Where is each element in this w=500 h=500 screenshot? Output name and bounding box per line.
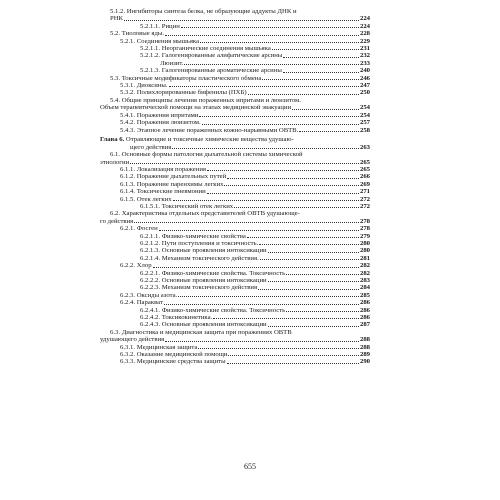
toc-page-number: 288 bbox=[359, 343, 370, 351]
toc-entry bbox=[100, 30, 370, 37]
dot-leader bbox=[159, 230, 359, 231]
page-number: 655 bbox=[244, 462, 256, 471]
dot-leader bbox=[259, 244, 359, 245]
toc-entry-title: 6.2.4.1. Физико-химические свойства. Токсичность bbox=[140, 306, 286, 314]
toc-entry-title: 5.4.3. Этапное лечение пораженных кожно-нарывными ОВТВ. bbox=[120, 126, 299, 134]
toc-entry-title bbox=[110, 97, 370, 104]
toc-entry-title: 6.2.4. Паракват bbox=[120, 299, 163, 307]
toc-entry-title: 6.1.1. Локализация поражения bbox=[120, 165, 207, 173]
toc-page-number: 265 bbox=[359, 158, 370, 166]
toc-page-number: 231 bbox=[359, 45, 370, 53]
toc-page-number: 278 bbox=[359, 217, 370, 225]
toc-entry-title: Люизит. bbox=[160, 59, 184, 67]
dot-leader bbox=[228, 355, 358, 356]
toc-page-number: 282 bbox=[359, 269, 370, 277]
dot-leader bbox=[268, 281, 359, 282]
toc-entry-title: 6.2.1.1. Физико-химические свойства bbox=[140, 232, 246, 240]
toc-entry-title: 5.2.1.3. Галогенированные ароматические арсины bbox=[140, 67, 282, 75]
toc-entry bbox=[100, 210, 370, 225]
toc-page-number: 286 bbox=[359, 314, 370, 322]
toc-entry bbox=[100, 344, 370, 351]
dot-leader bbox=[260, 259, 359, 260]
dot-leader bbox=[207, 170, 359, 171]
dot-leader bbox=[227, 363, 359, 364]
toc-page-number: 282 bbox=[359, 262, 370, 270]
toc-entry bbox=[100, 329, 370, 344]
dot-leader bbox=[130, 163, 359, 164]
dot-leader bbox=[173, 200, 359, 201]
toc-entry bbox=[100, 292, 370, 299]
toc-entry bbox=[100, 166, 370, 173]
toc-entry bbox=[100, 82, 370, 89]
toc-entry-title: 6.1.5. Отек легких bbox=[120, 195, 172, 203]
toc-entry bbox=[100, 307, 370, 314]
dot-leader bbox=[165, 341, 359, 342]
toc-entry-title: 5.2.1. Соединения мышьяка bbox=[120, 37, 200, 45]
toc-entry bbox=[100, 38, 370, 45]
dot-leader bbox=[299, 131, 359, 132]
dot-leader bbox=[169, 86, 359, 87]
toc-entry bbox=[100, 181, 370, 188]
toc-entry-title: 5.2. Тиоловые яды. bbox=[110, 30, 165, 38]
dot-leader bbox=[134, 222, 359, 223]
toc-entry-title: 6.3.1. Медицинская защита bbox=[120, 343, 198, 351]
toc-entry-title: 6.3.2. Оказание медицинской помощи bbox=[120, 351, 228, 359]
toc-page-number: 286 bbox=[359, 299, 370, 307]
toc-page-number: 265 bbox=[359, 165, 370, 173]
table-of-contents bbox=[100, 8, 370, 366]
toc-entry-title-line1: 5.1.2. Ингибиторы синтеза белка, не образующие аддукты ДНК и bbox=[110, 8, 297, 15]
dot-leader bbox=[224, 185, 358, 186]
dot-leader bbox=[258, 289, 359, 290]
dot-leader bbox=[283, 72, 359, 73]
toc-entry bbox=[100, 225, 370, 232]
toc-entry bbox=[100, 89, 370, 96]
chapter-label: Глава 6. bbox=[100, 136, 125, 144]
dot-leader bbox=[213, 318, 359, 319]
toc-entry bbox=[100, 233, 370, 240]
dot-leader bbox=[178, 296, 359, 297]
toc-page-number: 271 bbox=[359, 188, 370, 196]
toc-entry-title bbox=[110, 8, 370, 15]
toc-page-number: 285 bbox=[359, 291, 370, 299]
toc-entry bbox=[100, 203, 370, 210]
dot-leader bbox=[207, 193, 359, 194]
toc-page-number: 254 bbox=[359, 111, 370, 119]
toc-entry bbox=[100, 314, 370, 321]
toc-entry bbox=[100, 188, 370, 195]
dot-leader bbox=[268, 326, 359, 327]
toc-page-number: 272 bbox=[359, 202, 370, 210]
toc-page-number: 290 bbox=[359, 358, 370, 366]
toc-entry-title-line2: го действия bbox=[100, 217, 134, 225]
toc-entry bbox=[100, 52, 370, 59]
toc-entry bbox=[100, 240, 370, 247]
dot-leader bbox=[198, 348, 359, 349]
toc-entry-title: 6.2.1.4. Механизм токсического действия. bbox=[140, 254, 259, 262]
toc-entry-title: 6.1.3. Поражение паренхимы легких bbox=[120, 180, 224, 188]
toc-page-number: 263 bbox=[359, 143, 370, 151]
toc-entry-title: 5.4.1. Поражения ипритами bbox=[120, 111, 199, 119]
dot-leader bbox=[286, 311, 359, 312]
toc-entry bbox=[100, 247, 370, 254]
toc-entry bbox=[100, 270, 370, 277]
toc-entry-title: 5.2.1.1. Неорганические соединения мышьяка bbox=[140, 45, 271, 53]
toc-entry-title: 6.2.2. Хлор bbox=[120, 262, 152, 270]
toc-page-number: 228 bbox=[359, 30, 370, 38]
toc-entry-title: 6.2.1. Фосген bbox=[120, 225, 158, 233]
toc-entry-title-line2: этиологии bbox=[100, 158, 130, 166]
toc-entry bbox=[100, 112, 370, 119]
toc-entry bbox=[100, 277, 370, 284]
toc-entry bbox=[100, 351, 370, 358]
toc-entry-title: 6.1.2. Поражение дыхательных путей bbox=[120, 173, 227, 181]
toc-page-number: 280 bbox=[359, 239, 370, 247]
toc-page-number: 224 bbox=[359, 15, 370, 23]
dot-leader bbox=[286, 274, 359, 275]
toc-entry-title-line1: 5.4. Общие принципы лечения пораженных ипритами и люизитом. bbox=[110, 96, 301, 104]
toc-page-number: 224 bbox=[359, 22, 370, 30]
toc-page-number: 240 bbox=[359, 67, 370, 75]
dot-leader bbox=[272, 49, 359, 50]
toc-entry-title-line1: 6.2. Характеристика отдельных представителей ОВТВ удушающе- bbox=[110, 210, 300, 218]
dot-leader bbox=[268, 252, 359, 253]
dot-leader bbox=[181, 27, 359, 28]
toc-entry bbox=[100, 173, 370, 180]
toc-entry bbox=[100, 255, 370, 262]
toc-entry bbox=[100, 299, 370, 306]
dot-leader bbox=[153, 267, 359, 268]
toc-entry bbox=[100, 151, 370, 166]
toc-entry-title: 6.2.3. Оксиды азота. bbox=[120, 291, 178, 299]
dot-leader bbox=[292, 109, 359, 110]
dot-leader bbox=[200, 42, 359, 43]
toc-page-number: 288 bbox=[359, 336, 370, 344]
dot-leader bbox=[165, 35, 359, 36]
toc-entry-title bbox=[110, 329, 370, 336]
toc-entry bbox=[100, 8, 370, 23]
dot-leader bbox=[199, 116, 358, 117]
toc-page-number: 258 bbox=[359, 126, 370, 134]
toc-entry-title: 6.2.2.3. Механизм токсического действия bbox=[140, 284, 258, 292]
dot-leader bbox=[124, 20, 359, 21]
toc-entry bbox=[100, 119, 370, 126]
dot-leader bbox=[283, 57, 359, 58]
toc-page-number: 269 bbox=[359, 180, 370, 188]
toc-page-number: 280 bbox=[359, 247, 370, 255]
toc-page-number: 279 bbox=[359, 232, 370, 240]
toc-entry-title: 5.3. Токсичные модификаторы пластического обмена bbox=[110, 74, 262, 82]
toc-entry bbox=[100, 23, 370, 30]
toc-page-number: 283 bbox=[359, 277, 370, 285]
toc-page-number: 272 bbox=[359, 195, 370, 203]
toc-entry-title-line1: 6.1. Основные формы патологии дыхательной системы химической bbox=[110, 151, 303, 159]
toc-entry-title: 5.2.1.2. Галогенированные алифатические арсины bbox=[140, 52, 283, 60]
toc-entry-title: 6.2.2.1. Физико-химические свойства. Токсичность bbox=[140, 269, 286, 277]
toc-entry-title: 6.3.3. Медицинские средства защиты bbox=[120, 358, 226, 366]
toc-entry bbox=[100, 284, 370, 291]
toc-page-number: 257 bbox=[359, 119, 370, 127]
toc-entry-title bbox=[110, 210, 370, 217]
toc-entry-title-line2: Объем терапевтической помощи на этапах медицинской эвакуации bbox=[100, 104, 292, 112]
toc-entry bbox=[100, 358, 370, 365]
dot-leader bbox=[262, 79, 359, 80]
toc-entry-title: 6.1.5.1. Токсический отек легких bbox=[140, 202, 234, 210]
toc-entry-title-line2: РНК bbox=[110, 15, 124, 23]
toc-page-number: 246 bbox=[359, 74, 370, 82]
toc-page-number: 287 bbox=[359, 321, 370, 329]
toc-page-number: 286 bbox=[359, 306, 370, 314]
toc-entry bbox=[100, 196, 370, 203]
toc-entry-title: 6.2.4.3. Основные проявления интоксикации bbox=[140, 321, 267, 329]
toc-page-number: 289 bbox=[359, 351, 370, 359]
toc-entry-title: 6.1.4. Токсические пневмонии bbox=[120, 188, 206, 196]
toc-entry-title-line1: 6.3. Диагностика и медицинская защита при поражениях ОВТВ bbox=[110, 328, 292, 336]
toc-entry bbox=[100, 67, 370, 74]
toc-entry-title: 5.3.2. Полихлорированные бифенилы (ПХБ) bbox=[120, 89, 247, 97]
toc-entry-title: 5.2.1.1. Рицин bbox=[140, 22, 180, 30]
toc-entry-title-line2: щего действия bbox=[130, 143, 172, 151]
toc-entry-title: 6.2.2.2. Основные проявления интоксикации bbox=[140, 277, 267, 285]
toc-entry bbox=[100, 321, 370, 328]
dot-leader bbox=[234, 207, 359, 208]
toc-page-number: 284 bbox=[359, 284, 370, 292]
toc-page-number: 278 bbox=[359, 225, 370, 233]
dot-leader bbox=[202, 124, 359, 125]
dot-leader bbox=[248, 94, 359, 95]
toc-entry-title: 6.2.1.2. Пути поступления и токсичность. bbox=[140, 239, 259, 247]
toc-entry-title: 6.2.4.2. Токсикокинетика. bbox=[140, 314, 213, 322]
dot-leader bbox=[247, 237, 359, 238]
toc-entry bbox=[100, 97, 370, 112]
toc-entry-title: 5.3.1. Диоксины. bbox=[120, 82, 168, 90]
toc-page-number: 281 bbox=[359, 254, 370, 262]
dot-leader bbox=[184, 64, 359, 65]
toc-entry bbox=[100, 60, 370, 67]
dot-leader bbox=[172, 148, 359, 149]
toc-entry bbox=[100, 75, 370, 82]
toc-entry-title: 6.2.1.3. Основные проявления интоксикации bbox=[140, 247, 267, 255]
toc-page-number: 229 bbox=[359, 37, 370, 45]
toc-page-number: 247 bbox=[359, 82, 370, 90]
toc-entry-title bbox=[110, 151, 370, 158]
toc-entry-title-line2: удушающего действия bbox=[100, 336, 165, 344]
toc-entry-title: 5.4.2. Поражения люизитом. bbox=[120, 119, 201, 127]
toc-page-number: 232 bbox=[359, 52, 370, 60]
toc-page-number: 266 bbox=[359, 173, 370, 181]
toc-entry-title bbox=[100, 136, 370, 143]
toc-page-number: 254 bbox=[359, 104, 370, 112]
toc-page-number: 250 bbox=[359, 89, 370, 97]
toc-entry bbox=[100, 262, 370, 269]
toc-entry bbox=[100, 45, 370, 52]
toc-entry bbox=[100, 136, 370, 151]
toc-entry bbox=[100, 127, 370, 134]
toc-entry-title-line1: Отравляющие и токсичные химические вещества удушаю- bbox=[124, 136, 294, 144]
toc-page-number: 233 bbox=[359, 59, 370, 67]
dot-leader bbox=[227, 178, 359, 179]
dot-leader bbox=[164, 304, 359, 305]
